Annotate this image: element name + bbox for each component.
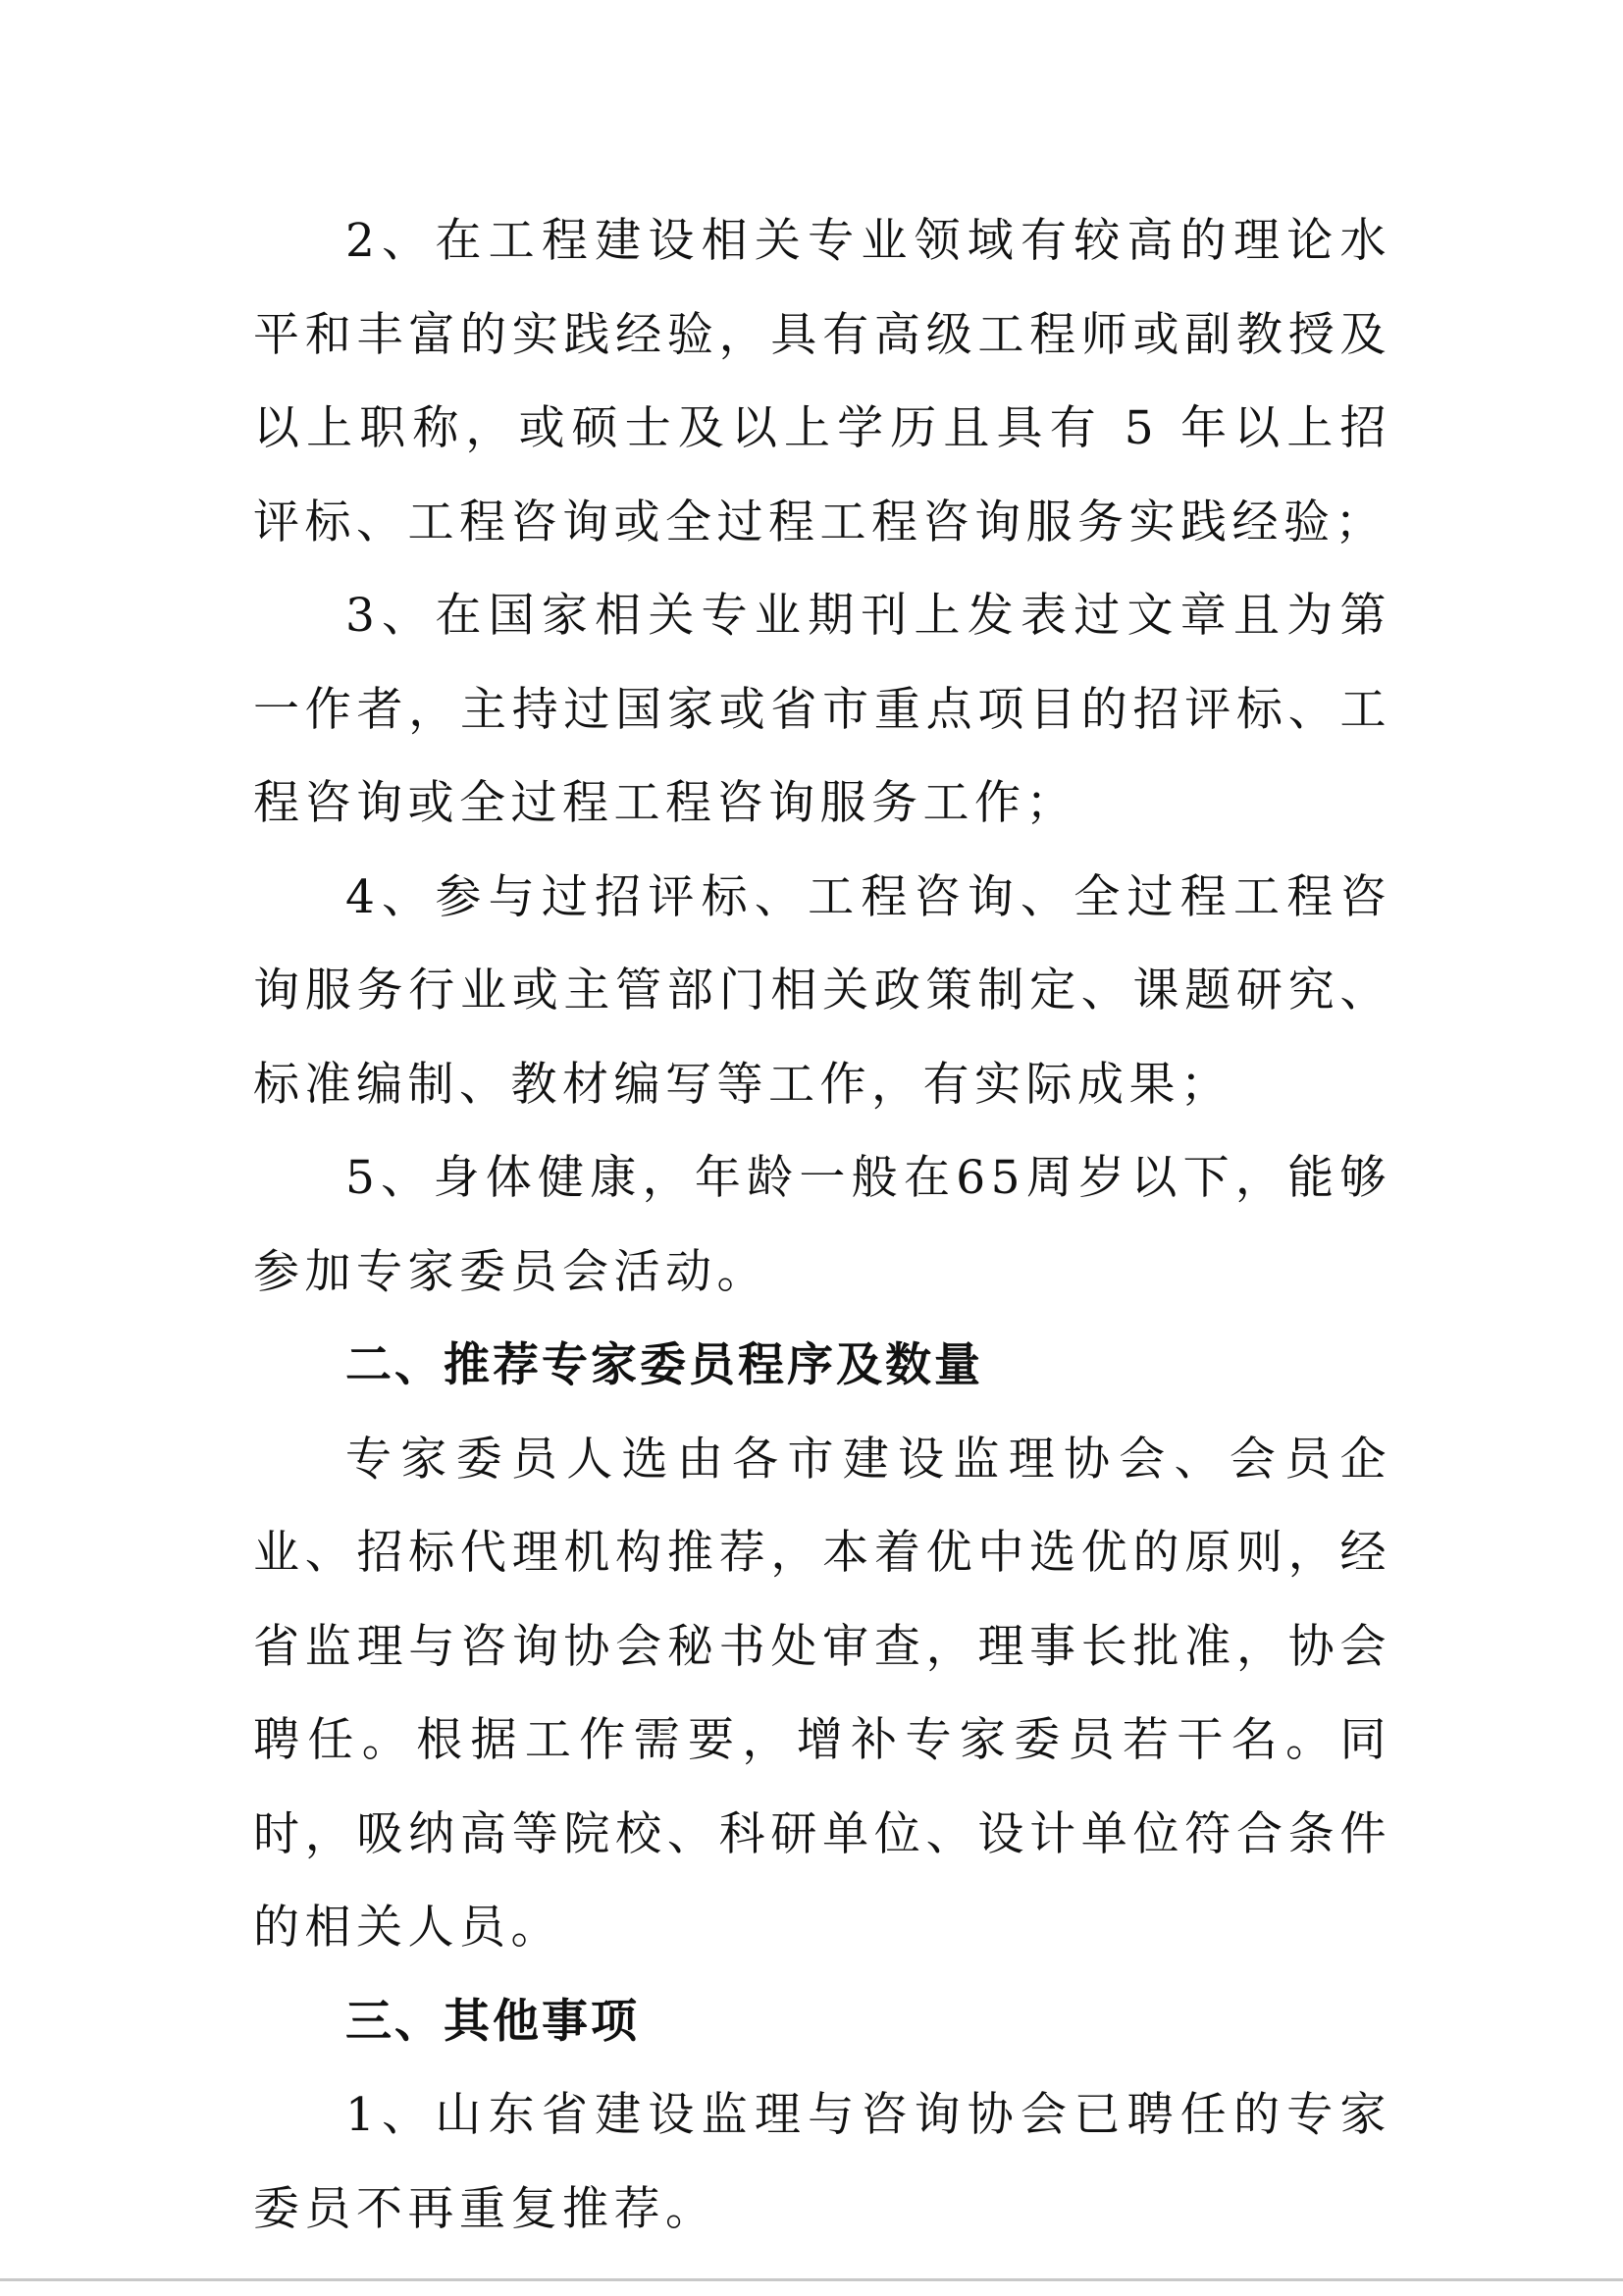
criteria-item-3: 3、在国家相关专业期刊上发表过文章且为第一作者，主持过国家或省市重点项目的招评标、工程咨询或全过程工程咨询服务工作； <box>253 589 1391 830</box>
criteria-item-2: 2、在工程建设相关专业领域有较高的理论水平和丰富的实践经验，具有高级工程师或副教授及以上职称，或硕士及以上学历且具有 5 年以上招评标、工程咨询或全过程工程咨询服务实践经验； <box>253 214 1391 549</box>
section-heading-recommendation: 二、推荐专家委员程序及数量 <box>345 1338 983 1392</box>
criteria-item-4: 4、参与过招评标、工程咨询、全过程工程咨询服务行业或主管部门相关政策制定、课题研究、标准编制、教材编写等工作，有实际成果； <box>253 869 1391 1112</box>
recommendation-paragraph: 专家委员人选由各市建设监理协会、会员企业、招标代理机构推荐，本着优中选优的原则，经省监理与咨询协会秘书处审查，理事长批准，协会聘任。根据工作需要，增补专家委员若干名。同时，吸纳高等院校、科研单位、设计单位符合条件的相关人员。 <box>253 1432 1391 1955</box>
page-bottom-edge <box>0 2278 1623 2281</box>
other-matters-item-1: 1、山东省建设监理与咨询协会已聘任的专家委员不再重复推荐。 <box>253 2088 1391 2236</box>
section-heading-other-matters: 三、其他事项 <box>345 1994 640 2049</box>
document-page <box>253 194 1391 2256</box>
criteria-item-5: 5、身体健康，年龄一般在65周岁以下，能够参加专家委员会活动。 <box>253 1151 1391 1299</box>
